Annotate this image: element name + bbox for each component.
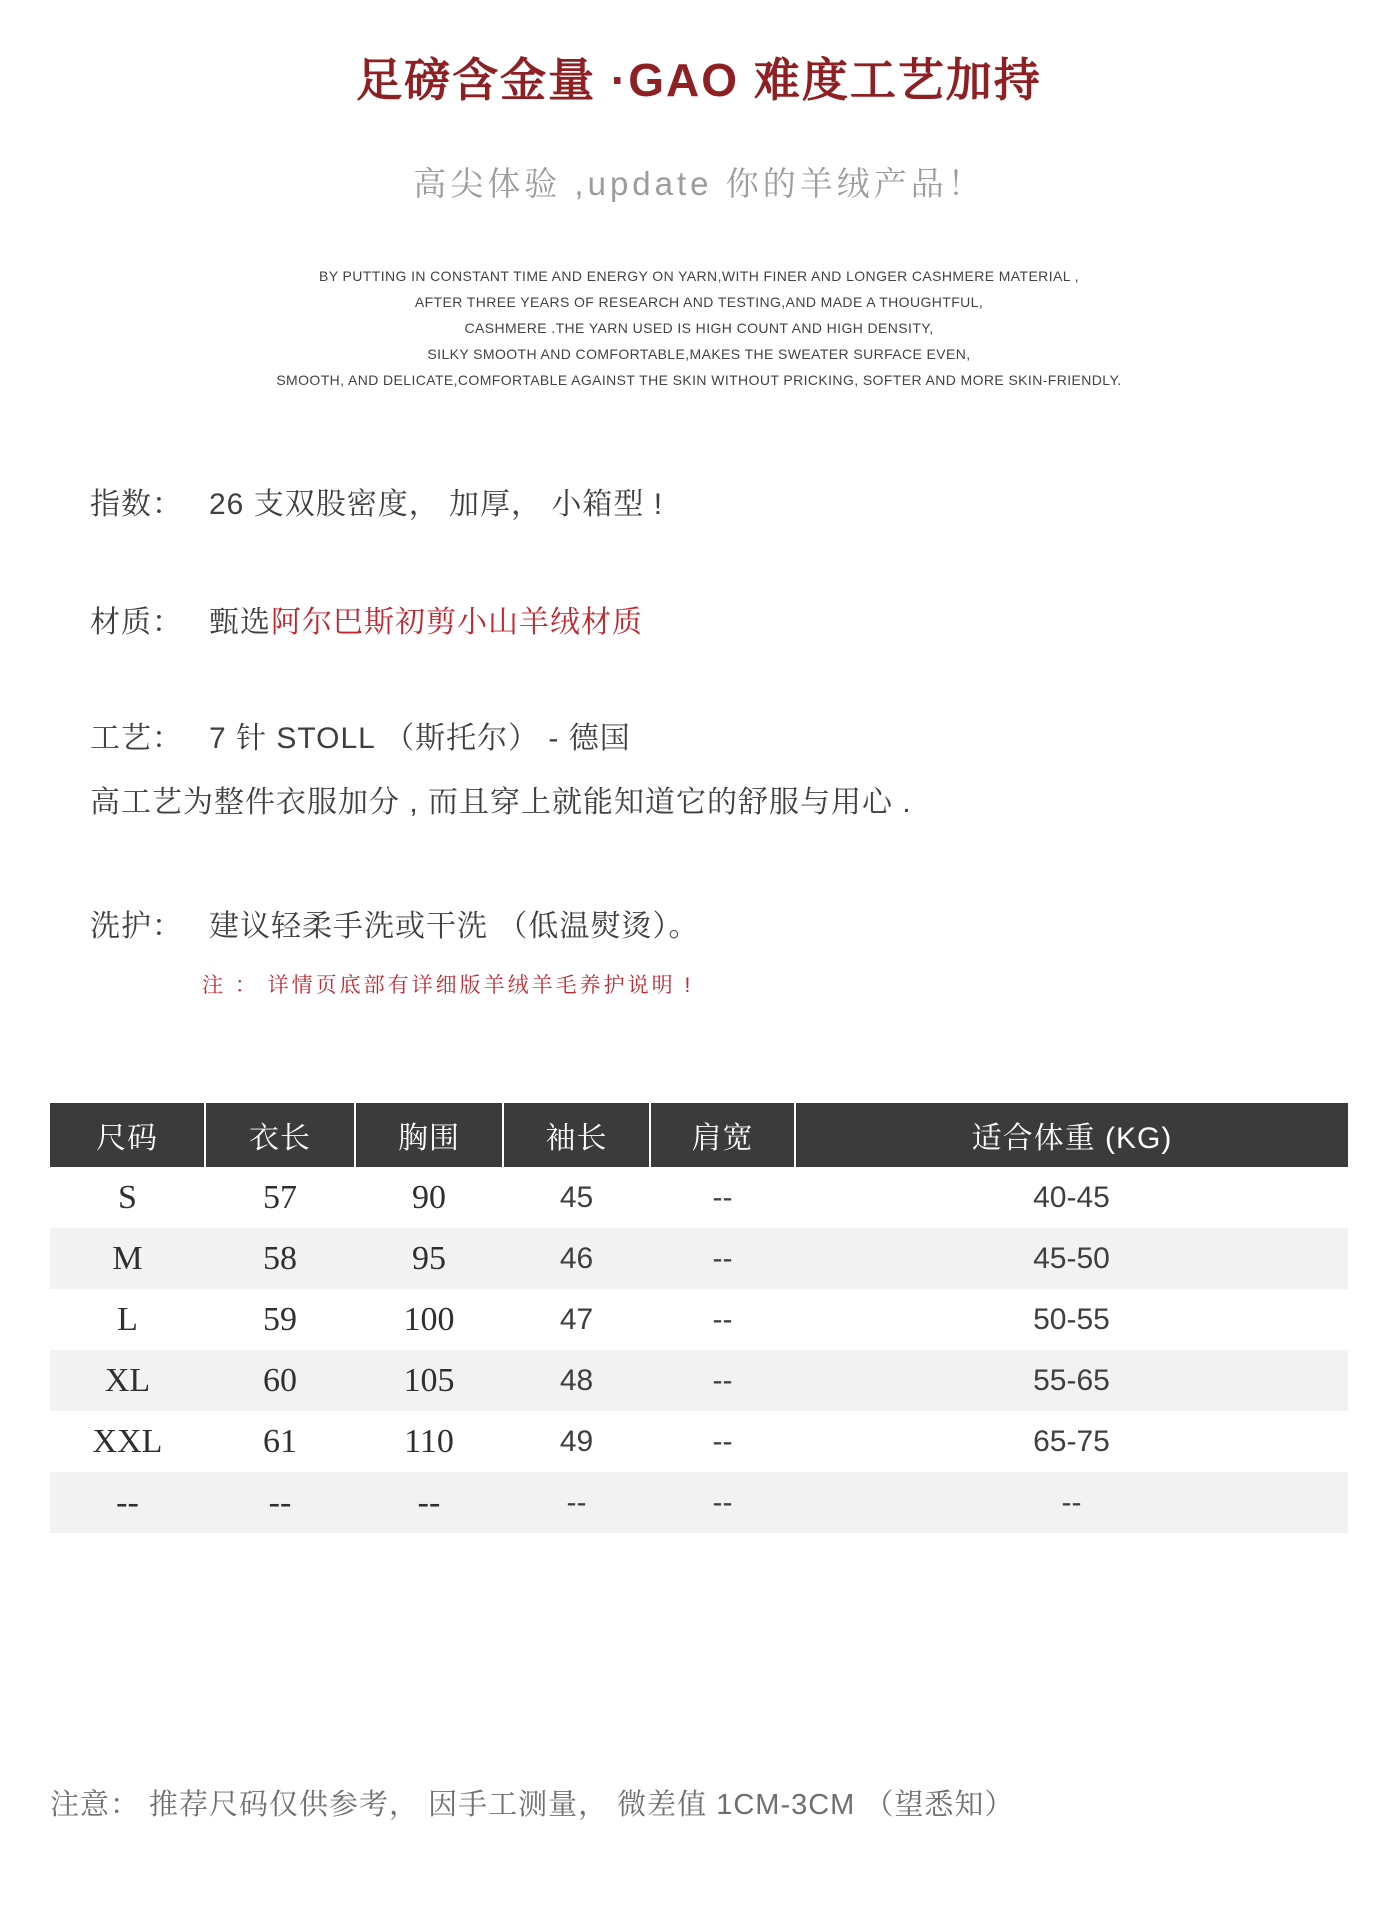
table-row <box>50 1228 1348 1289</box>
header-row <box>50 1103 1348 1167</box>
table-cell: 60 <box>263 1361 297 1399</box>
column-header-shoulder: 肩宽 <box>650 1103 795 1167</box>
page-subtitle: 高尖体验 ,update 你的羊绒产品！ <box>413 165 985 202</box>
table-cell: -- <box>116 1483 139 1521</box>
table-row <box>50 1289 1348 1350</box>
intro-line: BY PUTTING IN CONSTANT TIME AND ENERGY ON YARN,WITH FINER AND LONGER CASHMERE MATERIAL , <box>319 268 1079 284</box>
table-cell: -- <box>712 1302 733 1336</box>
spec-wash-value: 建议轻柔手洗或干洗 （低温熨烫）。 <box>209 910 700 943</box>
size-table-body <box>50 1167 1348 1533</box>
spec-wash-label: 洗护： <box>90 910 183 943</box>
spec-index <box>90 479 1338 523</box>
intro-line: CASHMERE .THE YARN USED IS HIGH COUNT AND HIGH DENSITY, <box>464 320 934 336</box>
table-cell: 61 <box>263 1422 297 1460</box>
spec-material-label: 材质： <box>90 606 183 639</box>
table-cell: -- <box>566 1485 587 1519</box>
table-cell: XL <box>104 1361 151 1399</box>
page-title: 足磅含金量 ·GAO 难度工艺加持 <box>356 54 1042 106</box>
table-cell: 105 <box>403 1361 455 1399</box>
table-row <box>50 1167 1348 1228</box>
column-header-length: 衣长 <box>205 1103 355 1167</box>
table-cell: M <box>112 1239 143 1277</box>
spec-index-label: 指数： <box>90 488 183 521</box>
table-cell: 57 <box>263 1178 297 1216</box>
table-cell: 48 <box>559 1363 594 1397</box>
table-cell: -- <box>712 1241 733 1275</box>
intro-line: SILKY SMOOTH AND COMFORTABLE,MAKES THE SWEATER SURFACE EVEN, <box>427 346 971 362</box>
spec-index-value: 26 支双股密度， 加厚， 小箱型 ! <box>209 488 664 521</box>
table-cell: -- <box>712 1485 733 1519</box>
spec-wash-note: 注 ： 详情页底部有详细版羊绒羊毛养护说明 ! <box>202 974 694 997</box>
spec-material-highlight: 阿尔巴斯初剪小山羊绒材质 <box>271 606 643 639</box>
spec-craft-value: 7 针 STOLL （斯托尔） - 德国 <box>209 722 631 755</box>
size-table-header <box>50 1103 1348 1167</box>
table-row <box>50 1350 1348 1411</box>
table-cell: 40-45 <box>1033 1180 1110 1214</box>
size-table <box>50 1103 1348 1533</box>
table-cell: 47 <box>559 1302 594 1336</box>
spec-material-prefix: 甄选 <box>209 606 271 639</box>
column-header-size: 尺码 <box>50 1103 205 1167</box>
table-cell: -- <box>417 1483 441 1521</box>
column-header-weight: 适合体重 (KG) <box>795 1103 1348 1167</box>
spec-material <box>90 597 1338 641</box>
table-cell: 45 <box>559 1180 594 1214</box>
table-row <box>50 1472 1348 1533</box>
table-cell: L <box>117 1300 138 1338</box>
spec-section <box>0 479 1398 999</box>
column-header-bust: 胸围 <box>355 1103 503 1167</box>
table-cell: -- <box>712 1180 733 1214</box>
table-cell: 45-50 <box>1033 1241 1110 1275</box>
table-cell: 90 <box>412 1178 446 1216</box>
table-cell: -- <box>712 1424 733 1458</box>
table-cell: 65-75 <box>1033 1424 1110 1458</box>
table-cell: 110 <box>404 1422 454 1460</box>
spec-craft <box>90 713 1338 757</box>
spec-craft-desc: 高工艺为整件衣服加分 , 而且穿上就能知道它的舒服与用心 . <box>90 786 912 819</box>
table-cell: 59 <box>263 1300 297 1338</box>
table-cell: -- <box>712 1363 733 1397</box>
table-cell: 100 <box>403 1300 455 1338</box>
spec-wash <box>90 901 1338 945</box>
table-cell: S <box>118 1178 137 1216</box>
footer-note: 注意： 推荐尺码仅供参考， 因手工测量， 微差值 1CM-3CM （望悉知） <box>50 1789 1015 1821</box>
table-cell: XXL <box>92 1422 163 1460</box>
spec-craft-label: 工艺： <box>90 722 183 755</box>
table-cell: 58 <box>263 1239 297 1277</box>
table-cell: 95 <box>412 1239 446 1277</box>
column-header-sleeve: 袖长 <box>503 1103 650 1167</box>
table-cell: 46 <box>559 1241 594 1275</box>
table-cell: 49 <box>559 1424 594 1458</box>
intro-line: AFTER THREE YEARS OF RESEARCH AND TESTING,AND MADE A THOUGHTFUL, <box>414 294 984 310</box>
table-cell: 55-65 <box>1033 1363 1110 1397</box>
intro-paragraph <box>199 263 1199 393</box>
intro-line: SMOOTH, AND DELICATE,COMFORTABLE AGAINST THE SKIN WITHOUT PRICKING, SOFTER AND MORE SKIN-FRIENDLY. <box>276 372 1122 388</box>
table-row <box>50 1411 1348 1472</box>
table-cell: 50-55 <box>1033 1302 1110 1336</box>
table-cell: -- <box>268 1483 292 1521</box>
table-cell: -- <box>1061 1485 1082 1519</box>
